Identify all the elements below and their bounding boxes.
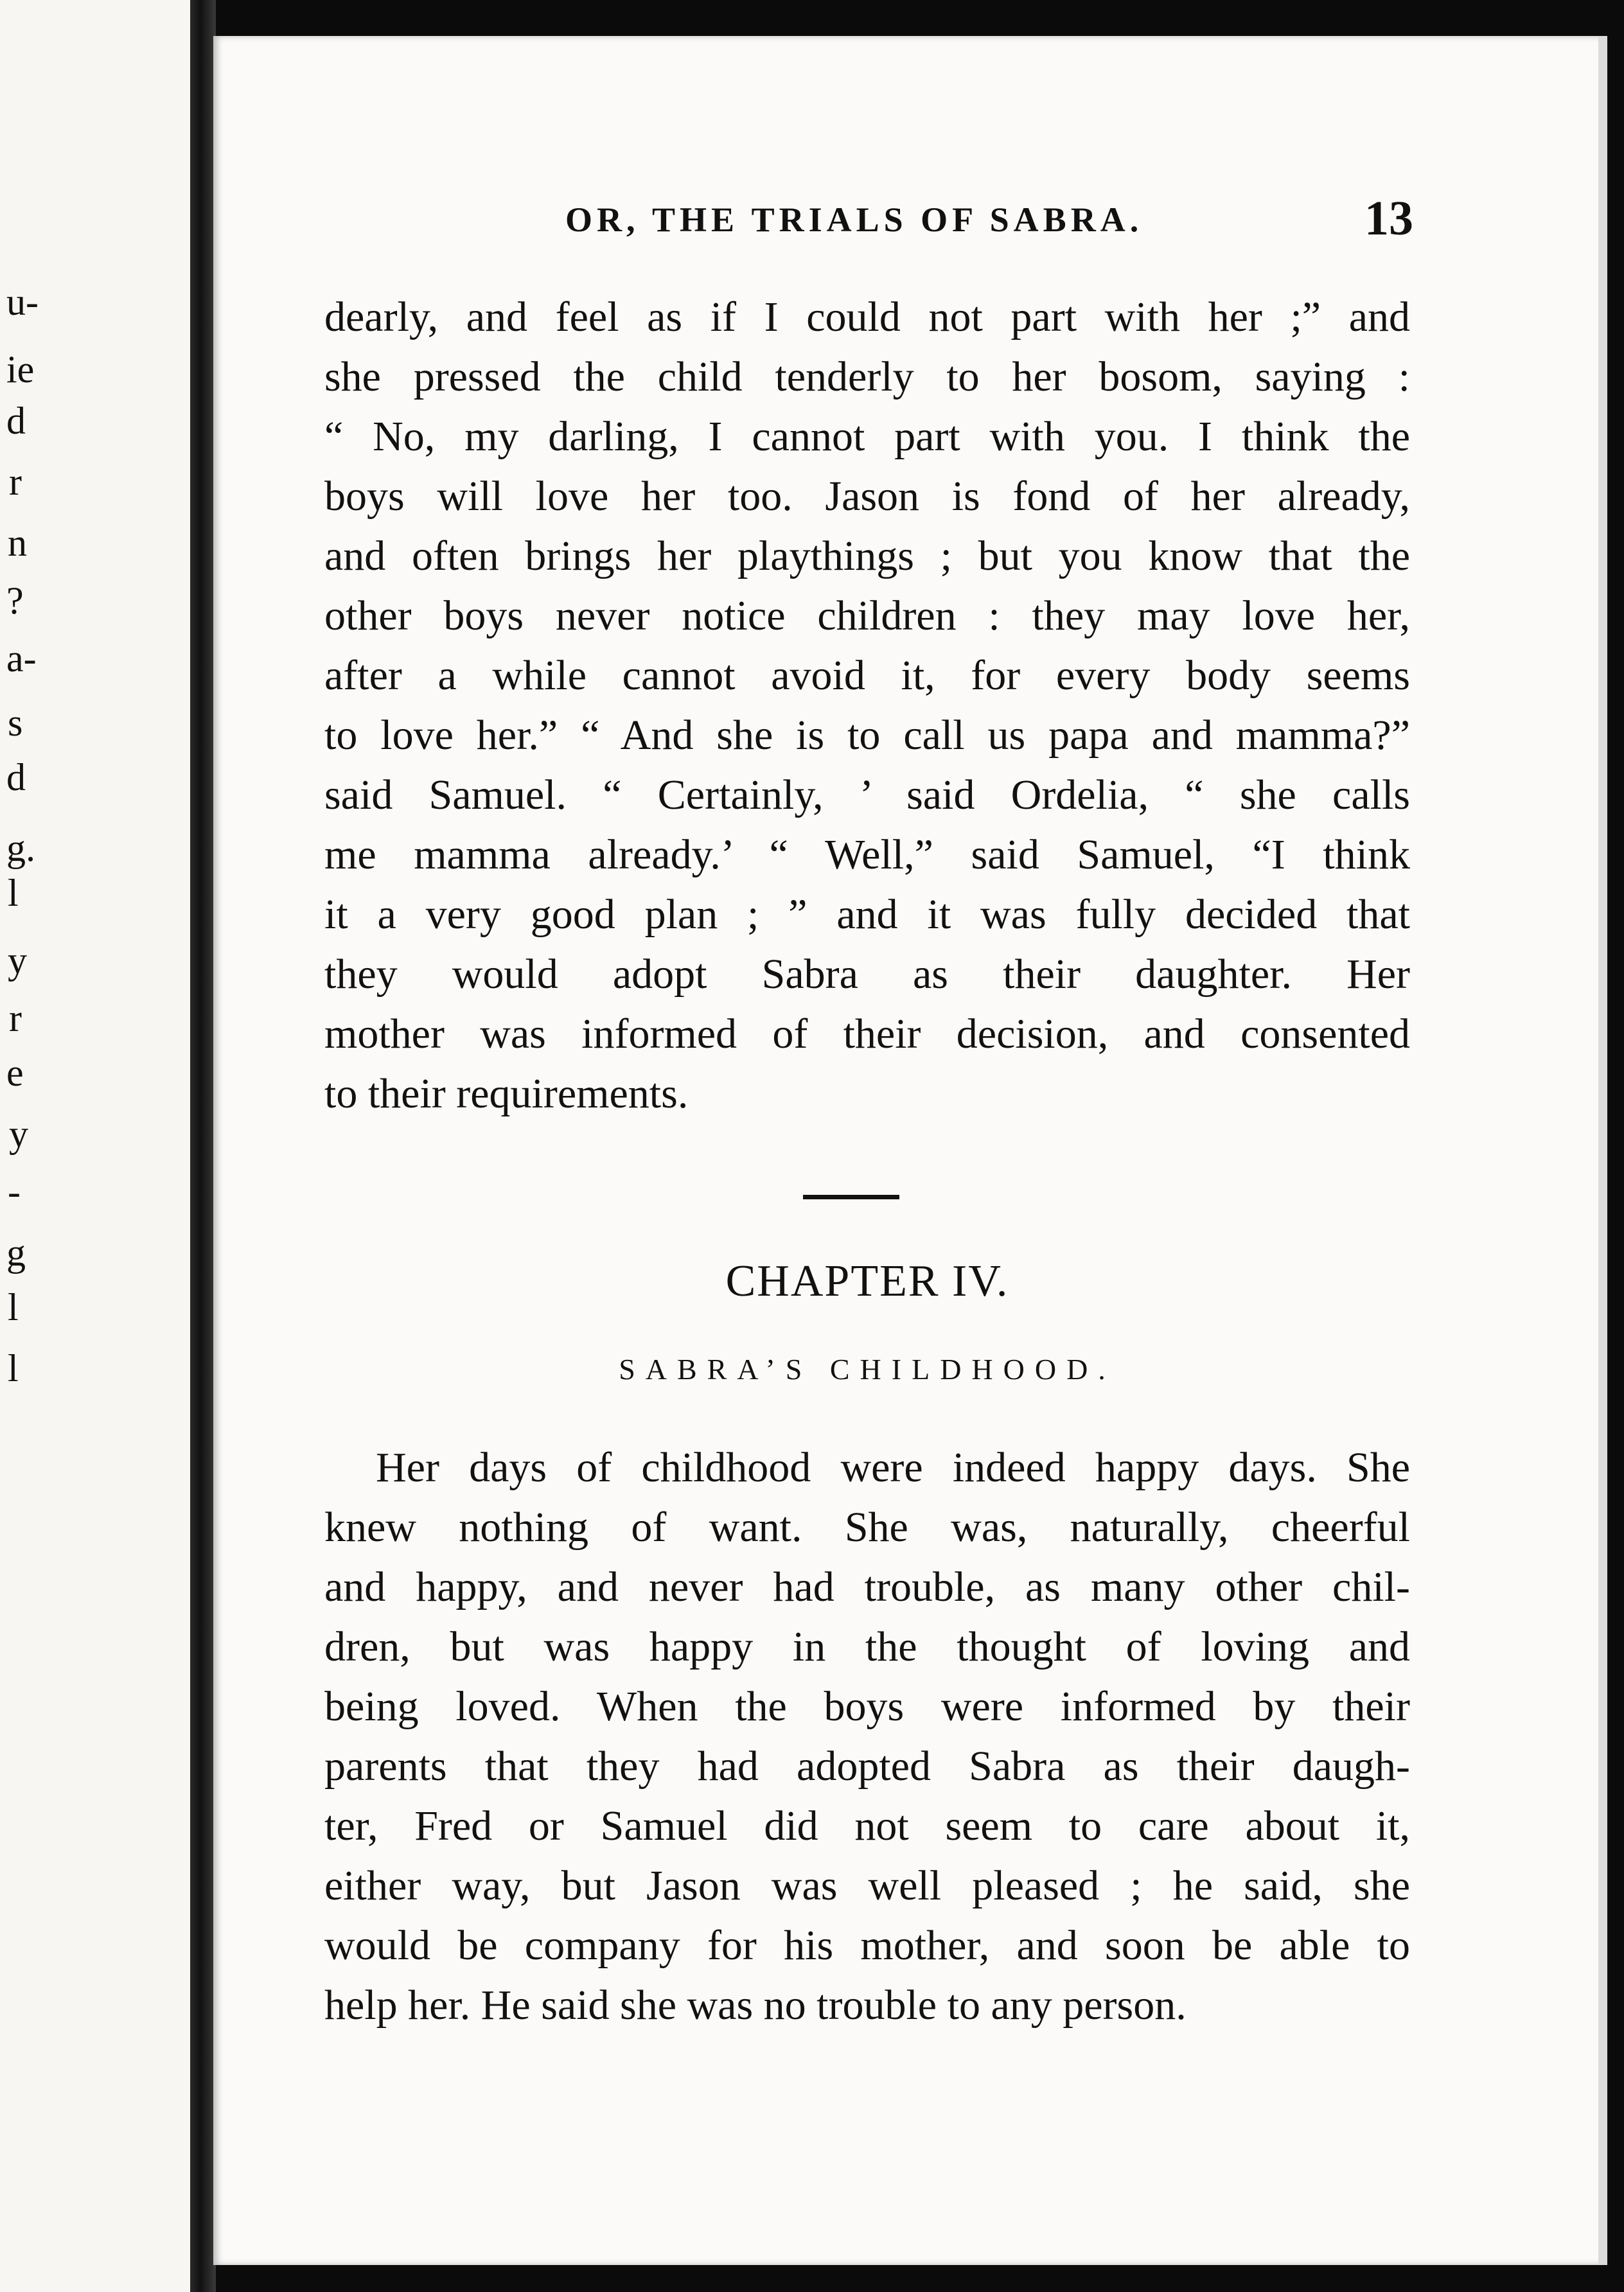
text-line: knew nothing of want. She was, naturally, cheerful bbox=[324, 1504, 1410, 1551]
text-line: dearly, and feel as if I could not part with her ;” and bbox=[324, 294, 1410, 340]
text-line: other boys never notice children : they may love her, bbox=[324, 592, 1410, 639]
text-line: boys will love her too. Jason is fond of her already, bbox=[324, 473, 1410, 520]
facing-page-fragment: e bbox=[6, 1052, 24, 1094]
text-line: being loved. When the boys were informed by their bbox=[324, 1683, 1410, 1730]
facing-page-fragment: r bbox=[9, 461, 22, 503]
facing-page-fragment: y bbox=[9, 1113, 28, 1155]
text-line: and often brings her playthings ; but you know that the bbox=[324, 533, 1410, 579]
chapter-subtitle: SABRA’S CHILDHOOD. bbox=[619, 1353, 1116, 1386]
facing-page-fragment: r bbox=[9, 997, 22, 1039]
text-line: ter, Fred or Samuel did not seem to care about it, bbox=[324, 1803, 1410, 1849]
facing-page-fragment: g. bbox=[6, 827, 35, 869]
text-line: help her. He said she was no trouble to any person. bbox=[324, 1982, 1187, 2029]
facing-page-fragment: - bbox=[8, 1170, 21, 1213]
facing-page-fragment: ? bbox=[6, 579, 24, 622]
text-line: they would adopt Sabra as their daughter. Her bbox=[324, 951, 1410, 998]
text-line: “ No, my darling, I cannot part with you. I think the bbox=[324, 413, 1410, 460]
section-divider-rule bbox=[803, 1195, 899, 1199]
text-line: to their requirements. bbox=[324, 1070, 689, 1117]
text-line: parents that they had adopted Sabra as their daugh- bbox=[324, 1743, 1410, 1790]
text-line: Her days of childhood were indeed happy days. She bbox=[376, 1444, 1410, 1491]
facing-page-fragment: u- bbox=[6, 281, 39, 323]
text-line: after a while cannot avoid it, for every body seems bbox=[324, 652, 1410, 699]
facing-page-fragment: d bbox=[6, 400, 26, 442]
text-line: me mamma already.’ “ Well,” said Samuel, “I think bbox=[324, 831, 1410, 878]
facing-page-fragment: ie bbox=[6, 348, 35, 391]
text-line: to love her.” “ And she is to call us papa and mamma?” bbox=[324, 712, 1410, 759]
paragraph-2 bbox=[324, 1438, 1410, 2035]
facing-page-fragment: l bbox=[8, 1347, 19, 1389]
facing-page-text-fragments bbox=[0, 0, 193, 2292]
facing-page-fragment: n bbox=[8, 522, 27, 564]
facing-page-edge bbox=[0, 0, 193, 2292]
running-title: OR, THE TRIALS OF SABRA. bbox=[565, 200, 1143, 239]
facing-page-fragment: y bbox=[8, 939, 27, 982]
book-gutter bbox=[190, 0, 216, 2292]
page-edge bbox=[1598, 36, 1607, 2265]
text-line: and happy, and never had trouble, as many other chil- bbox=[324, 1564, 1410, 1610]
text-line: dren, but was happy in the thought of loving and bbox=[324, 1623, 1410, 1670]
facing-page-fragment: d bbox=[6, 756, 26, 798]
text-line: either way, but Jason was well pleased ; he said, she bbox=[324, 1862, 1410, 1909]
facing-page-fragment: s bbox=[8, 701, 23, 744]
facing-page-fragment: g bbox=[6, 1231, 26, 1274]
text-line: it a very good plan ; ” and it was fully decided that bbox=[324, 891, 1410, 938]
paragraph-1 bbox=[324, 287, 1410, 1124]
facing-page-fragment: l bbox=[8, 872, 19, 914]
facing-page-fragment: a- bbox=[6, 637, 37, 680]
chapter-title: CHAPTER IV. bbox=[725, 1256, 1009, 1306]
facing-page-fragment: l bbox=[8, 1286, 19, 1328]
page-number: 13 bbox=[1364, 191, 1413, 245]
text-line: would be company for his mother, and soon be able to bbox=[324, 1922, 1410, 1969]
text-line: mother was informed of their decision, and consented bbox=[324, 1010, 1410, 1057]
running-head bbox=[347, 191, 1413, 247]
text-line: said Samuel. “ Certainly, ’ said Ordelia, “ she calls bbox=[324, 771, 1410, 818]
text-line: she pressed the child tenderly to her bosom, saying : bbox=[324, 353, 1410, 400]
